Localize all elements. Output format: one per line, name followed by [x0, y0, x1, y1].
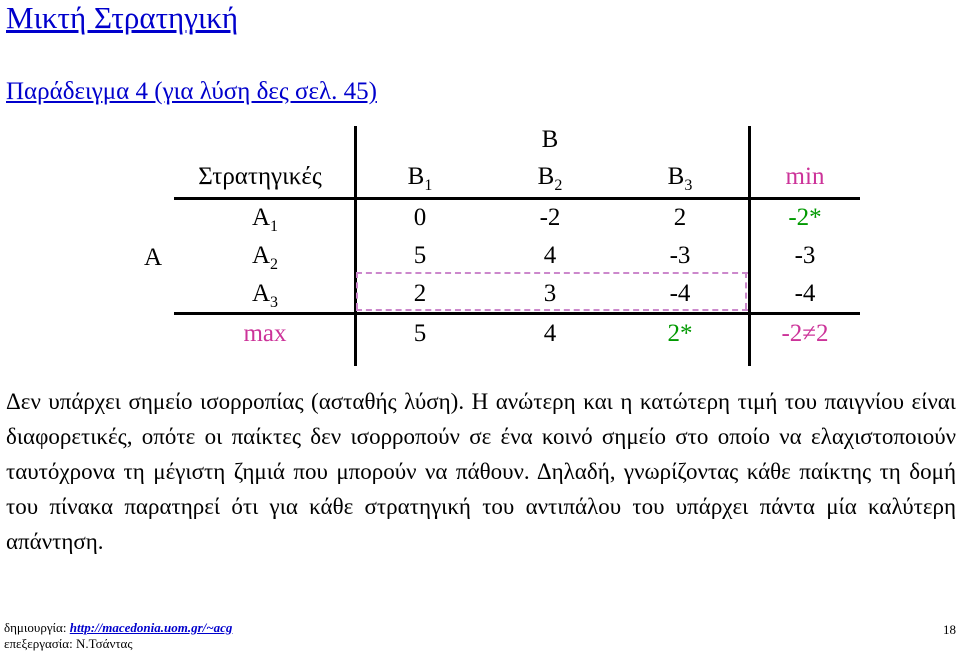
strategies-header: Στρατηγικές [198, 163, 322, 190]
col-header-min: min [785, 163, 825, 190]
player-b-label: B [541, 126, 559, 153]
table-vertical-line-right [748, 126, 751, 366]
table-header-line [174, 197, 860, 200]
cell-a1-b3: 2 [673, 204, 687, 231]
cell-a3-b2: 3 [543, 280, 557, 307]
cell-max-b2: 4 [543, 320, 557, 347]
cell-a3-min: -4 [794, 280, 816, 307]
col-header-b1: $B_1$ [407, 163, 433, 194]
row-label-a3: $A_3$ [251, 280, 279, 311]
cell-a2-min: -3 [794, 242, 816, 269]
cell-max-b1: 5 [413, 320, 427, 347]
footer-created: δημιουργία: http://macedonia.uom.gr/~acg [4, 620, 233, 635]
table-max-line [174, 312, 860, 315]
cell-a2-b3: -3 [669, 242, 691, 269]
cell-a3-b3: -4 [669, 280, 691, 307]
cell-a1-b2: -2 [539, 204, 561, 231]
cell-a2-b2: 4 [543, 242, 557, 269]
col-header-b2: $B_2$ [537, 163, 563, 194]
highlight-dash-top [356, 272, 748, 274]
source-link[interactable]: http://macedonia.uom.gr/~acg [69, 620, 233, 635]
maxmin-minmax-result: -2≠2 [781, 320, 829, 347]
page-title: Μικτή Στρατηγική [6, 0, 239, 35]
row-label-a1: $A_1$ [251, 204, 279, 235]
row-label-a2: $A_2$ [251, 242, 279, 273]
cell-a1-b1: 0 [413, 204, 427, 231]
cell-a3-b1: 2 [413, 280, 427, 307]
max-row-label: max [243, 320, 287, 347]
page-number: 18 [943, 622, 956, 637]
player-a-label: A [143, 244, 163, 271]
highlight-dash-right [745, 272, 747, 309]
highlight-dash-left [356, 272, 358, 309]
cell-a1-min: -2* [788, 204, 822, 231]
explanation-paragraph: Δεν υπάρχει σημείο ισορροπίας (ασταθής λύση). Η ανώτερη και η κατώτερη τιμή του παιγνίου είναι διαφορετικές, οπότε οι παίκτες δεν ισορροπούν σε ένα κοινό σημείο στο οποίο να ελαχιστοποιούν ταυτόχρονα τη μέγιστη ζημιά που μπορούν να πάθουν. Δηλαδή, γνωρίζοντας κάθε παίκτης τη δομή του πίνακα παρατηρεί ότι για κάθε στρατηγική του αντιπάλου του υπάρχει πάντα μία καλύτερη απάντηση. [6, 389, 956, 554]
example-subtitle: Παράδειγμα 4 (για λύση δες σελ. 45) [6, 78, 377, 105]
cell-max-b3: 2* [667, 320, 693, 347]
table-vertical-line-left [354, 126, 357, 366]
highlight-dash-bottom [356, 309, 748, 311]
cell-a2-b1: 5 [413, 242, 427, 269]
footer-edited: επεξεργασία: Ν.Τσάντας [4, 636, 133, 651]
col-header-b3: $B_3$ [667, 163, 693, 194]
